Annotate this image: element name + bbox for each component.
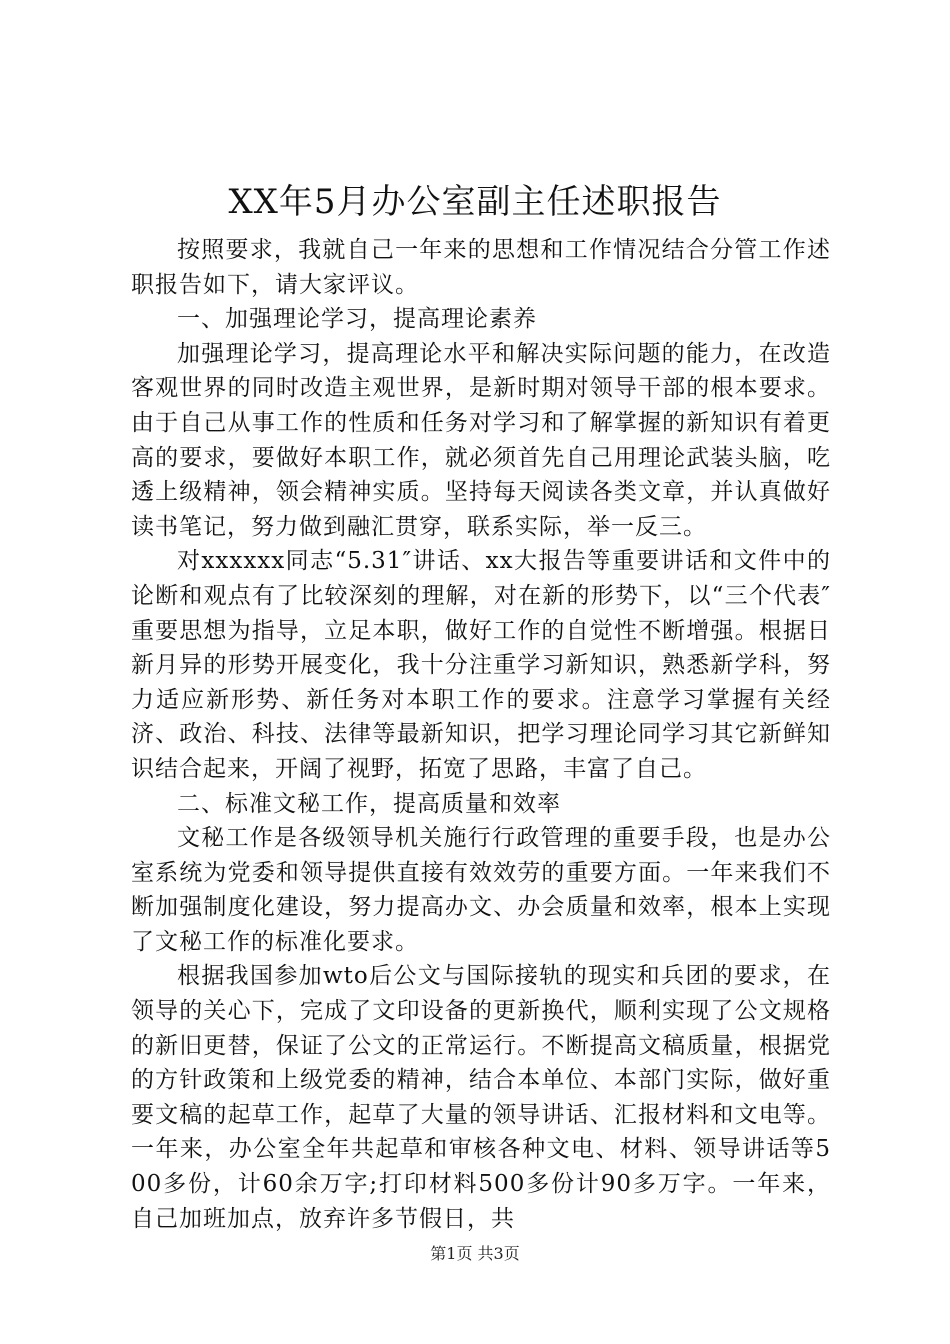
paragraph: 对xxxxxx同志“5.31″讲话、xx大报告等重要讲话和文件中的论断和观点有了比较深刻的理解，对在新的形势下，以“三个代表″重要思想为指导，立足本职，做好工作的自觉性不断增强。根据日新月异的形势开展变化，我十分注重学习新知识，熟悉新学科，努力适应新形势、新任务对本职工作的要求。注意学习掌握有关经济、政治、科技、法律等最新知识，把学习理论同学习其它新鲜知识结合起来，开阔了视野，拓宽了思路，丰富了自己。: [131, 548, 831, 782]
paragraph: 文秘工作是各级领导机关施行行政管理的重要手段，也是办公室系统为党委和领导提供直接有效效劳的重要方面。一年来我们不断加强制度化建设，努力提高办文、办会质量和效率，根本上实现了文秘工作的标准化要求。: [131, 825, 831, 955]
paragraph: 加强理论学习，提高理论水平和解决实际问题的能力，在改造客观世界的同时改造主观世界，是新时期对领导干部的根本要求。由于自己从事工作的性质和任务对学习和了解掌握的新知识有着更高的要求，要做好本职工作，就必须首先自己用理论武装头脑，吃透上级精神，领会精神实质。坚持每天阅读各类文章，并认真做好读书笔记，努力做到融汇贯穿，联系实际，举一反三。: [131, 340, 831, 540]
paragraph: 根据我国参加wto后公文与国际接轨的现实和兵团的要求，在领导的关心下，完成了文印设备的更新换代，顺利实现了公文规格的新旧更替，保证了公文的正常运行。不断提高文稿质量，根据党的方针政策和上级党委的精神，结合本单位、本部门实际，做好重要文稿的起草工作，起草了大量的领导讲话、汇报材料和文电等。一年来，办公室全年共起草和审核各种文电、材料、领导讲话等500多份，计60余万字;打印材料500多份计90多万字。一年来，自己加班加点，放弃许多节假日，共: [131, 963, 831, 1232]
document-title: XX年5月办公室副主任述职报告: [228, 182, 722, 222]
document-body: [131, 233, 831, 1236]
paragraph-intro: 按照要求，我就自己一年来的思想和工作情况结合分管工作述职报告如下，请大家评议。: [131, 237, 831, 298]
page-footer: 第1页 共3页: [430, 1244, 520, 1263]
section-heading-2: 二、标准文秘工作，提高质量和效率: [177, 790, 561, 817]
section-heading-1: 一、加强理论学习，提高理论素养: [177, 306, 537, 333]
